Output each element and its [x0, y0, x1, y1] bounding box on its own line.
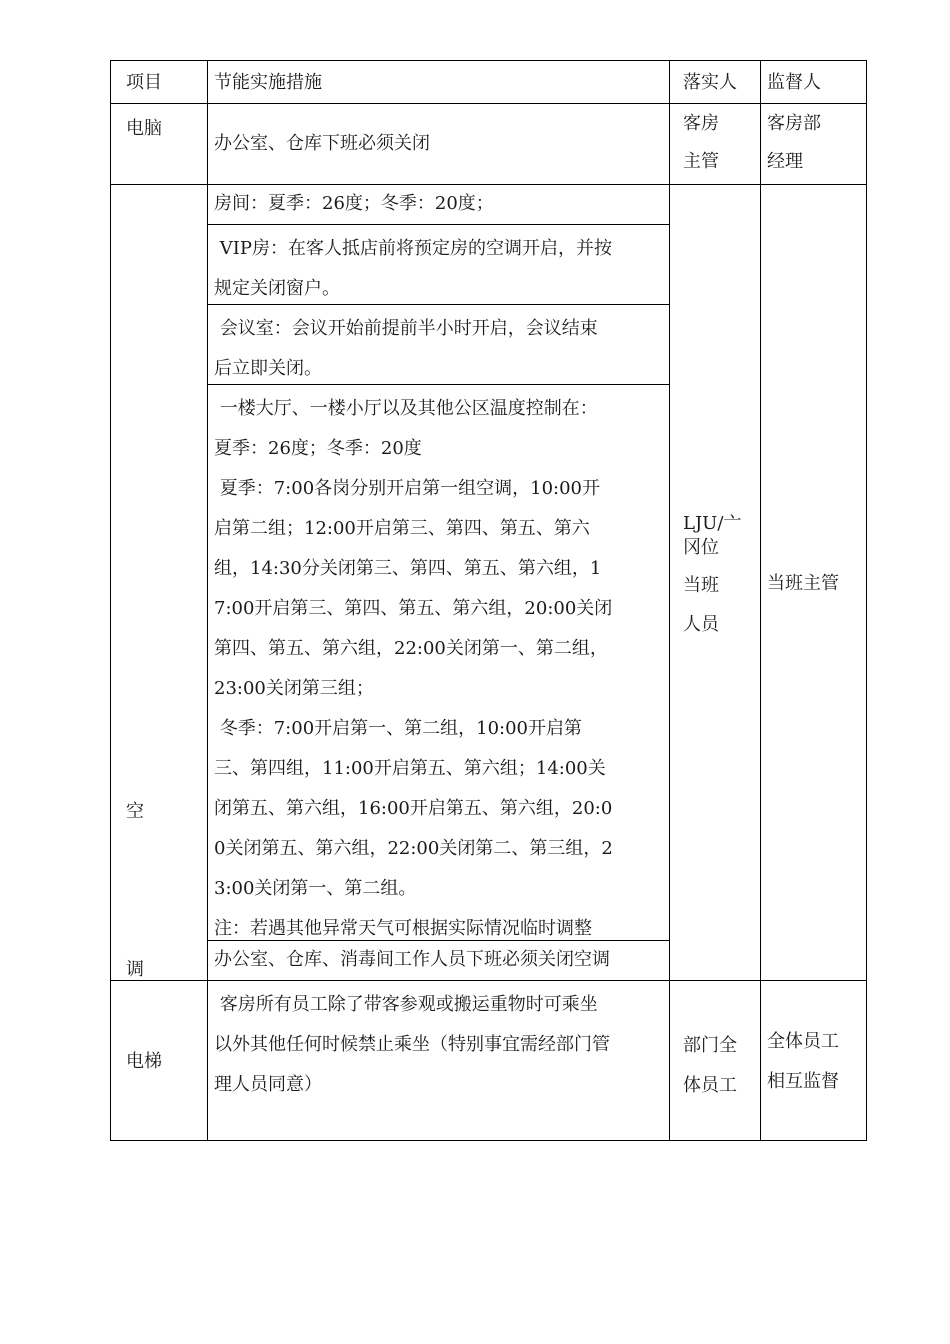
- computer-measure: 办公室、仓库下班必须关闭: [214, 133, 430, 154]
- header-measures: 节能实施措施: [214, 72, 322, 93]
- text-line: VIP房：在客人抵店前将预定房的空调开启，并按: [214, 238, 612, 259]
- text-line: 3:00关闭第一、第二组。: [214, 878, 417, 899]
- elevator-executor-line-2: 体员工: [683, 1075, 737, 1096]
- text-line: 闭第五、第六组，16:00开启第五、第六组，20:0: [214, 798, 613, 819]
- table-border-right: [866, 60, 867, 1141]
- computer-item: 电脑: [126, 118, 162, 139]
- ac-item-top: 空: [126, 801, 144, 822]
- ac-subrow-divider-1: [207, 224, 669, 225]
- ac-measure-meeting-room: [214, 309, 666, 389]
- table-border-top: [110, 60, 867, 61]
- ac-executor-line-2: 冈位: [683, 537, 719, 558]
- computer-supervisor-line-1: 客房部: [767, 113, 821, 134]
- text-line: 客房所有员工除了带客参观或搬运重物时可乘坐: [214, 994, 598, 1015]
- text-line: 理人员同意）: [214, 1074, 322, 1095]
- ac-executor-line-4: 人员: [683, 614, 719, 635]
- ac-measure-public-areas: [214, 389, 666, 949]
- elevator-measure: [214, 985, 666, 1105]
- column-divider-1: [207, 60, 208, 1141]
- header-item: 项目: [126, 72, 162, 93]
- text-line: 第四、第五、第六组，22:00关闭第一、第二组，: [214, 638, 608, 659]
- elevator-supervisor-line-2: 相互监督: [767, 1071, 839, 1092]
- text-line: 后立即关闭。: [214, 358, 322, 379]
- text-line: 三、第四组，11:00开启第五、第六组；14:00关: [214, 758, 606, 779]
- column-divider-3: [760, 60, 761, 1141]
- elevator-supervisor-line-1: 全体员工: [767, 1031, 839, 1052]
- text-line: 23:00关闭第三组；: [214, 678, 374, 699]
- elevator-executor-line-1: 部门全: [683, 1035, 737, 1056]
- ac-measure-room: [214, 184, 666, 224]
- table-border-left: [110, 60, 111, 1141]
- ac-measure-office-off-duty: [214, 940, 666, 980]
- table-border-bottom: [110, 1140, 867, 1141]
- elevator-item: 电梯: [126, 1051, 162, 1072]
- text-line: 冬季：7:00开启第一、第二组，10:00开启第: [214, 718, 583, 739]
- text-line: 一楼大厅、一楼小厅以及其他公区温度控制在：: [214, 398, 598, 419]
- text-line: 以外其他任何时候禁止乘坐（特别事宜需经部门管: [214, 1034, 610, 1055]
- text-line: 组，14:30分关闭第三、第四、第五、第六组，1: [214, 558, 602, 579]
- ac-executor-line-1: LJU/亠: [683, 513, 742, 534]
- text-line: 规定关闭窗户。: [214, 278, 340, 299]
- row-divider-header: [110, 103, 867, 104]
- text-line: 注：若遇其他异常天气可根据实际情况临时调整: [214, 918, 592, 939]
- computer-executor-line-2: 主管: [683, 151, 719, 172]
- computer-supervisor-line-2: 经理: [767, 151, 803, 172]
- text-line: 办公室、仓库、消毒间工作人员下班必须关闭空调: [214, 949, 610, 970]
- text-line: 夏季：26度；冬季：20度: [214, 438, 422, 459]
- row-divider-ac: [110, 980, 867, 981]
- ac-supervisor: 当班主管: [767, 573, 839, 594]
- ac-item-bottom: 调: [126, 959, 144, 980]
- column-divider-2: [669, 60, 670, 1141]
- text-line: 房间：夏季：26度；冬季：20度；: [214, 193, 494, 214]
- text-line: 7:00开启第三、第四、第五、第六组，20:00关闭: [214, 598, 613, 619]
- text-line: 夏季：7:00各岗分别开启第一组空调，10:00开: [214, 478, 601, 499]
- header-executor: 落实人: [683, 72, 737, 93]
- text-line: 启第二组；12:00开启第三、第四、第五、第六: [214, 518, 590, 539]
- ac-measure-vip: [214, 229, 666, 309]
- ac-executor-line-3: 当班: [683, 575, 719, 596]
- text-line: 0关闭第五、第六组，22:00关闭第二、第三组，2: [214, 838, 613, 859]
- text-line: 会议室：会议开始前提前半小时开启，会议结束: [214, 318, 598, 339]
- header-supervisor: 监督人: [767, 72, 821, 93]
- computer-executor-line-1: 客房: [683, 113, 719, 134]
